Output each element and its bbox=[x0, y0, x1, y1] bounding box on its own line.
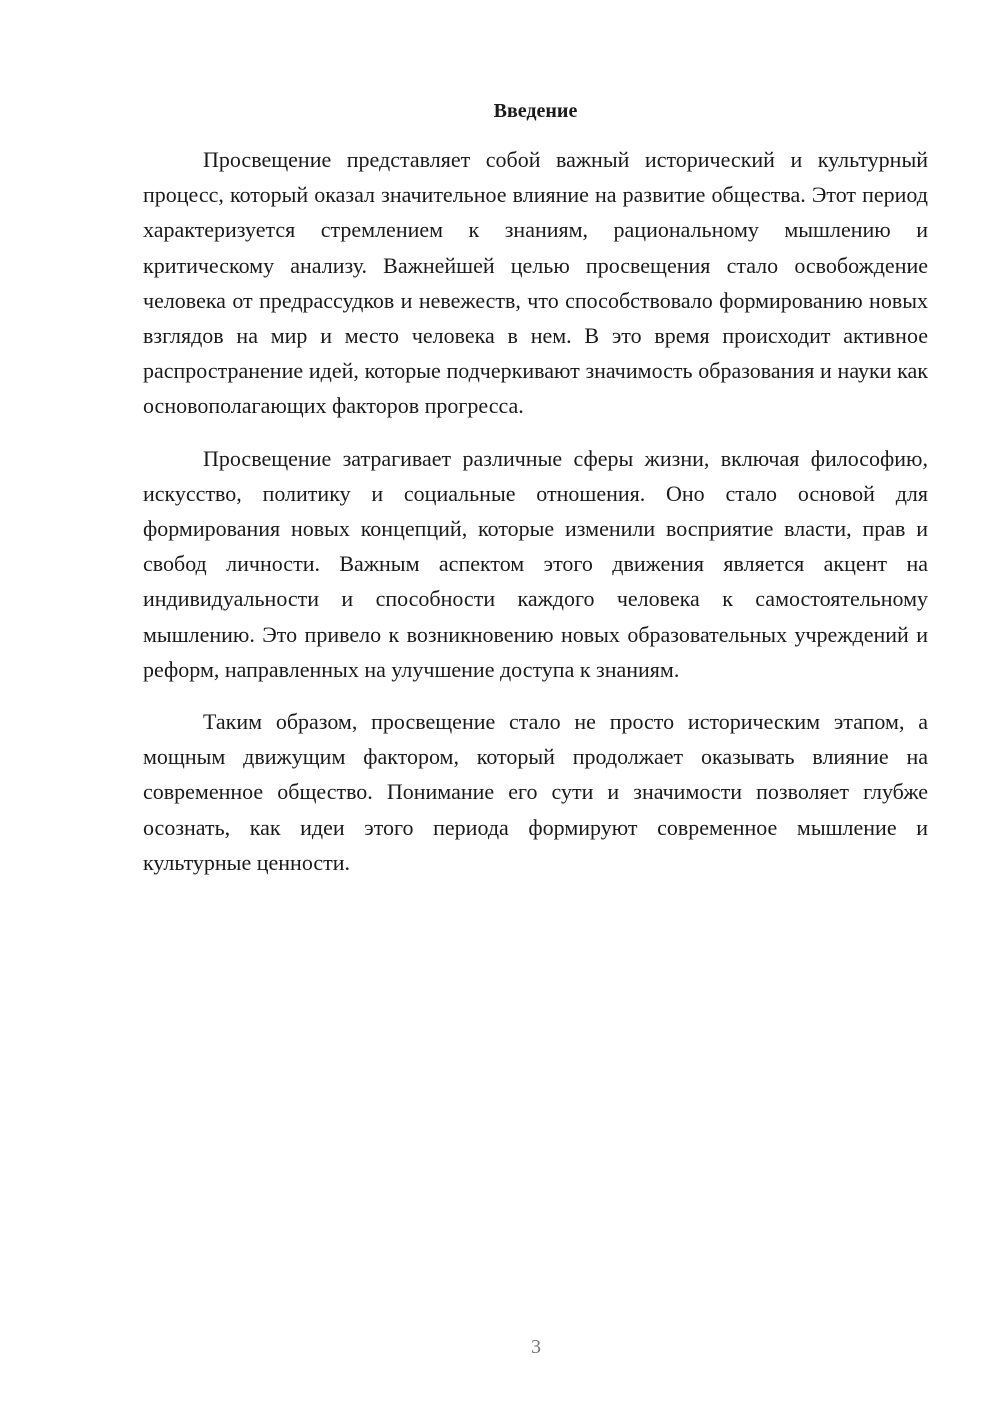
paragraph-3: Таким образом, просвещение стало не просто историческим этапом, а мощным движущим фактором, который продолжает оказывать влияние на современное общество. Понимание его сути и значимости позволяет глубже осознать, как идеи этого периода формируют современное мышление и культурные ценности. bbox=[143, 709, 928, 875]
paragraph-2: Просвещение затрагивает различные сферы жизни, включая философию, искусство, политику и социальные отношения. Оно стало основой для формирования новых концепций, которые изменили восприятие власти, прав и свобод личности. Важным аспектом этого движения является акцент на индивидуальности и способности каждого человека к самостоятельному мышлению. Это привело к возникновению новых образовательных учреждений и реформ, направленных на улучшение доступа к знаниям. bbox=[143, 445, 928, 682]
section-heading: Введение bbox=[493, 100, 578, 122]
paragraph-1: Просвещение представляет собой важный исторический и культурный процесс, который оказал значительное влияние на развитие общества. Этот период характеризуется стремлением к знаниям, рациональному мышлению и критическому анализу. Важнейшей целью просвещения стало освобождение человека от предрассудков и невежеств, что способствовало формированию новых взглядов на мир и место человека в нем. В это время происходит активное распространение идей, которые подчеркивают значимость образования и науки как основополагающих факторов прогресса. bbox=[143, 147, 928, 419]
document-body bbox=[143, 142, 928, 880]
page-number: 3 bbox=[531, 1336, 541, 1358]
